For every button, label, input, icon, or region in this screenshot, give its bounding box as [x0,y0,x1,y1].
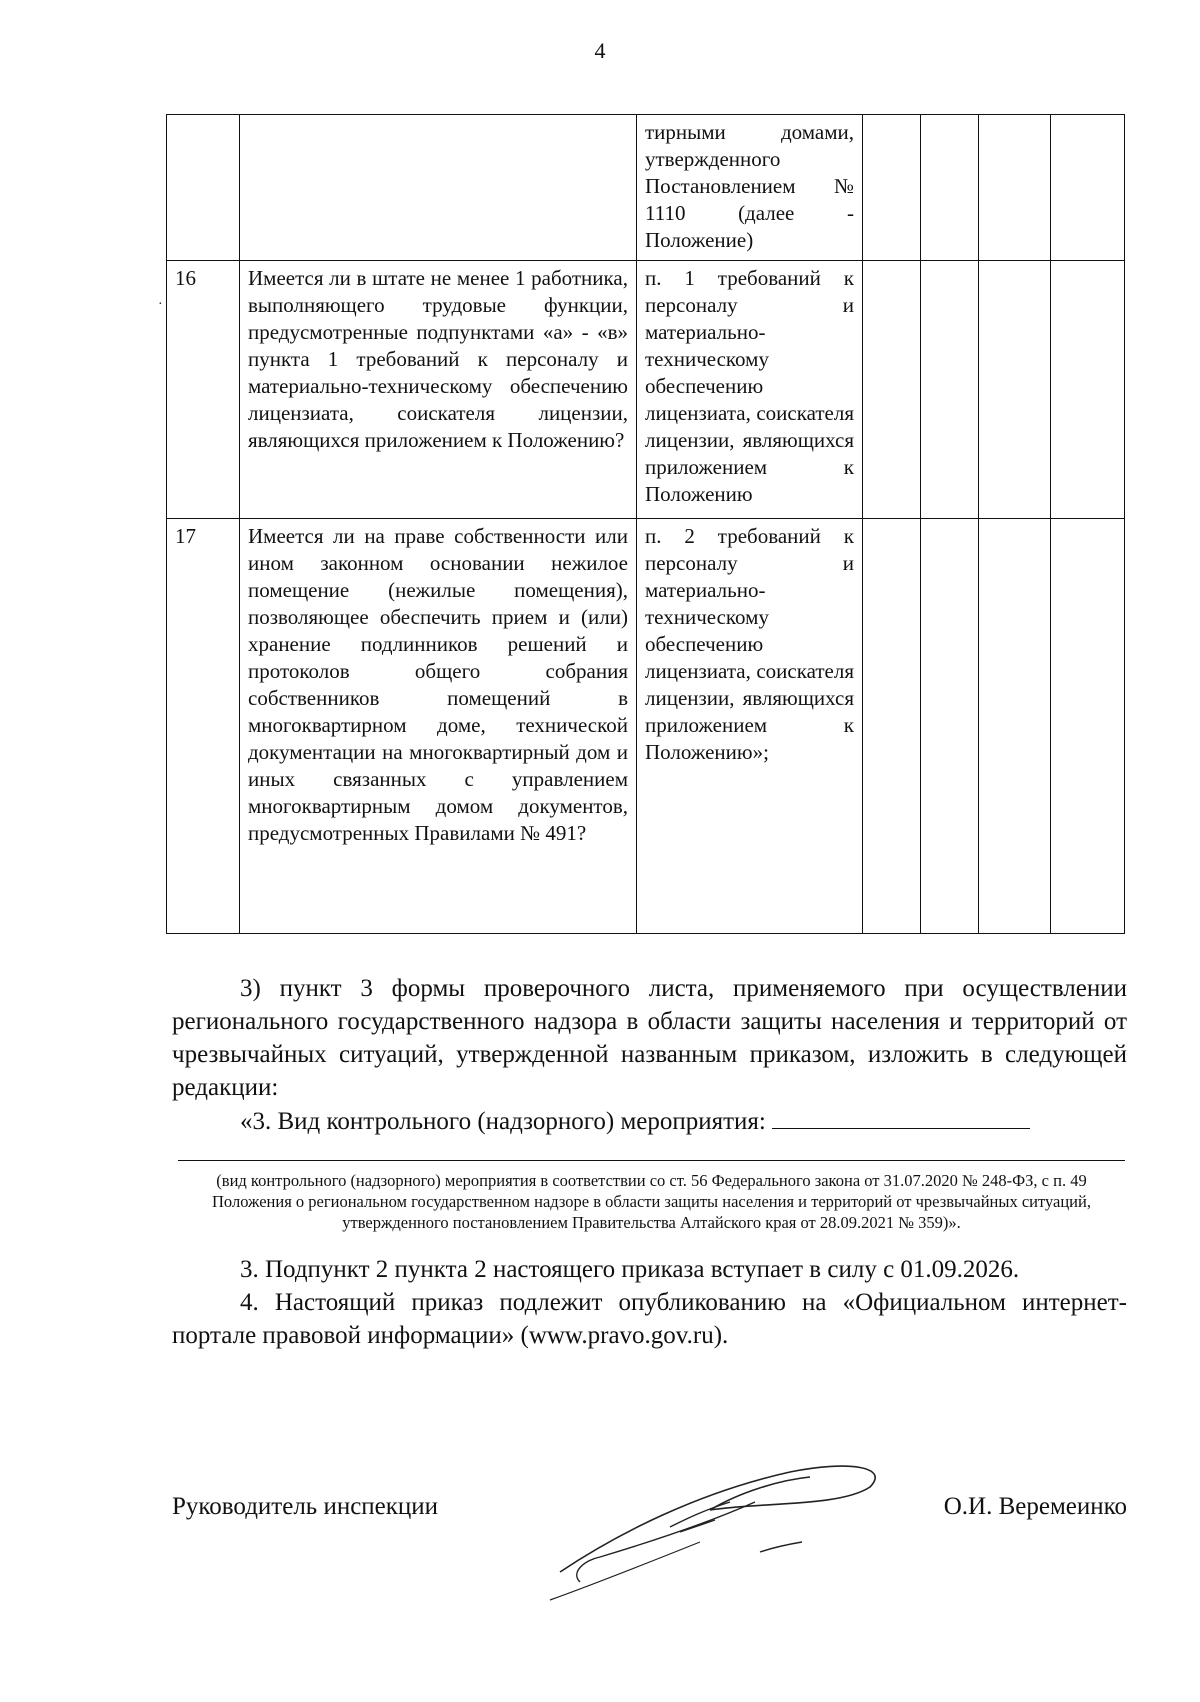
item-3: 3. Подпункт 2 пункта 2 настоящего приказа вступает в силу с 01.09.2026. [240,1256,1020,1283]
amendment-paragraph [172,972,1127,1138]
signer-position: Руководитель инспекции [172,1493,439,1520]
question-cell: Имеется ли в штате не менее 1 работника, выполняющего трудовые функции, предусмотренные подпунктами «а» - «в» пункта 1 требований к персоналу и материально-техническому обеспечению лицензиата, соискателя лицензии, являющихся приложением к Положению? [240,261,637,519]
margin-mark: · [158,297,163,312]
quote-line [172,1104,1127,1138]
answer-cell [979,115,1051,261]
item-4: 4. Настоящий приказ подлежит опубликованию на «Официальном интернет-портале правовой информации» (www.pravo.gov.ru). [172,1289,1127,1349]
answer-cell [921,261,979,519]
answer-cell [863,519,921,934]
handwritten-signature [540,1432,900,1602]
table-row [167,115,1125,261]
answer-cell [1051,261,1125,519]
answer-cell [863,115,921,261]
answer-cell [921,519,979,934]
answer-cell [863,261,921,519]
reference-cell: п. 1 требований к персоналу и материально-техническому обеспечению лицензиата, соискателя лицензии, являющихся приложением к Положению [637,261,863,519]
answer-cell [921,115,979,261]
footnote-caption: (вид контрольного (надзорного) мероприятия в соответствии со ст. 56 Федерального закона от 31.07.2020 № 248-ФЗ, с п. 49 Положения о региональном государственном надзоре в области защиты населения и территорий от чрезвычайных ситуаций, утвержденного постановлением Правительства Алтайского края от 28.09.2021 № 359)». [212,1171,1091,1232]
answer-cell [1051,115,1125,261]
footnote-rule [178,1160,1125,1161]
checklist-table [166,114,1125,934]
page-number: 4 [594,38,606,63]
quote-text: «3. Вид контрольного (надзорного) мероприятия: [240,1108,766,1135]
question-cell: Имеется ли на праве собственности или ином законном основании нежилое помещение (нежилые помещения), позволяющее обеспечить прием и (или) хранение подлинников решений и протоколов общего собрания собственников помещений в многоквартирном доме, технической документации на многоквартирный дом и иных связанных с управлением многоквартирным домом документов, предусмотренных Правилами № 491? [240,519,637,934]
row-number-cell [167,115,240,261]
closing-paragraphs [172,1253,1127,1352]
row-number-cell: 17 [167,519,240,934]
answer-cell [1051,519,1125,934]
question-cell [240,115,637,261]
table-row [167,519,1125,934]
signer-name: О.И. Веремеинко [943,1493,1127,1520]
answer-cell [979,261,1051,519]
table-row [167,261,1125,519]
row-number-cell: 16 [167,261,240,519]
reference-cell: п. 2 требований к персоналу и материально-техническому обеспечению лицензиата, соискателя лицензии, являющихся приложением к Положению»; [637,519,863,934]
fill-in-blank [772,1104,1030,1129]
paragraph-3: 3) пункт 3 формы проверочного листа, применяемого при осуществлении регионального государственного надзора в области защиты населения и территорий от чрезвычайных ситуаций, утвержденной названным приказом, изложить в следующей редакции: [172,975,1127,1101]
reference-cell: тирными домами, утвержденного Постановлением № 1110 (далее - Положение) [637,115,863,261]
answer-cell [979,519,1051,934]
